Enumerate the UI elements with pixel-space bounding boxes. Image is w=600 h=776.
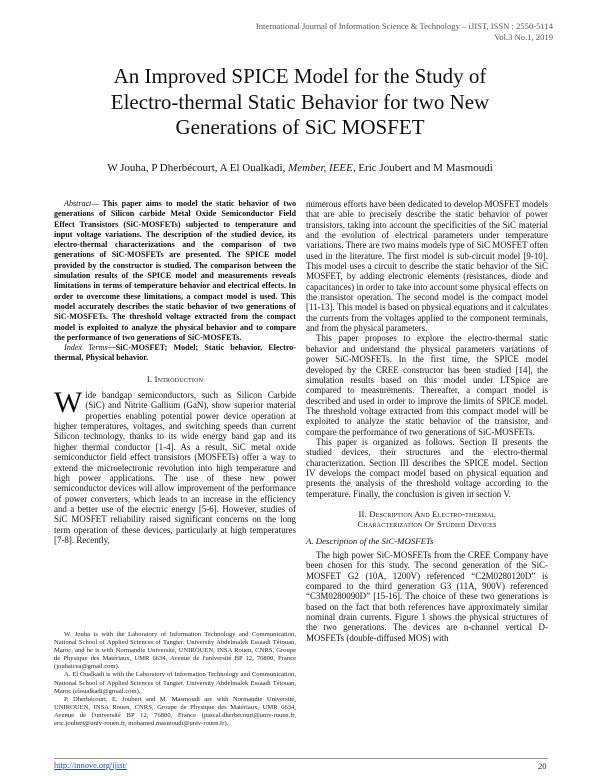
section-2-title-line-1: Description And Electro-thermal [369,508,496,519]
journal-url-link[interactable]: http://innove.org/ijist/ [54,761,128,770]
section-2-title-line-2: Characterization Of Studied Devices [357,519,497,530]
page-number: 20 [538,761,547,771]
running-header [213,21,553,42]
subsection-a-heading: A. Description of the SiC-MOSFETs [306,535,434,546]
authors-part-1: W Jouha, P Dherbécourt, A El Oualkadi, [107,162,289,174]
left-column [54,199,296,545]
index-terms-text: —SiC-MOSFET; Model; Static behavior, Electro-thermal, Physical behavior. [54,343,297,363]
drop-cap: W [54,386,83,420]
paper-title [60,64,540,141]
footer-divider [54,758,548,759]
authors-part-2: , Eric Joubert and M Masmoudi [352,162,493,174]
footnote-3: P. Dherbécourt, E. Joubert and M. Masmoudi are with Normandie Université, UNIROUEN, INSA Rouen, CNRS, Groupe de Physique des Matériaux, UMR 6634, Avenue de l'université BP 12, 76800, France (pascal.dherbecourt@univ-rouen.fr, eric.joubert@univ-rouen.fr, mohamed.masmoudi@univ-rouen.fr). [54,695,296,728]
author-footnotes [54,631,296,728]
right-paragraph-3: This paper is organized as follows. Section II presents the studied devices, their structures and the electro-thermal characterization. Section III describes the SPICE model. Section IV develops the compact model based on physical equation and presents the analysis of the threshold voltage according to the temperature. Finally, the conclusion is given in section V. [306,436,548,499]
section-2-paragraph-1: The high power SiC-MOSFETs from the CREE Company have been chosen for this study. The second generation of the SiC-MOSFET G2 (10A, 1200V) referenced “C2M0280120D” is compared to the third generation G3 (11A, 900V) referenced “C3M0280090D” [15-16]. The choice of these two generations is based on the fact that both references have approximately similar nominal drain currents. Figure 1 shows the physical structures of the two generations. The devices are n-channel vertical D-MOSFETs (double-diffused MOS) with [306,550,548,643]
right-paragraph-2: This paper proposes to explore the electro-thermal static behavior and understand the physical parameters variations of power SiC-MOSFETs. In the first time, the SPICE model developed by the CREE constructor has been studied [14], the simulation results based on this model under LTSpice are compared to measurements. Thereafter, a compact model is described and used in order to improve the limits of SPICE model. The threshold voltage extracted from this compact model will be exploited to analyze the static behavior of the transistor, and compare the performance of two generations of SiC-MOSFETs. [306,333,548,437]
intro-text: ide bandgap semiconductors, such as Silicon Carbide (SiC) and Nitrite Gallium (GaN), show superior material properties enabling potential power device operation at higher temperatures, voltages, and switching speeds than current Silicon technology, thanks to its wide energy band gap and its higher thermal conductor [1-4]. As a result, SiC metal oxide semiconductor field effect transistors (MOSFETs) offer a way to extend the microelectronic revolution into high temperature and high power applications. The use of these new power semiconductor devices will allow improvement of the performance of power converters, which leads to an increase in the efficiency and a better use of the electric energy [5-6]. However, studies of SiC MOSFET reliability raised significant concerns on the long term operation of these devices, particularly at high temperatures [7-8]. Recently, [54,390,296,545]
index-terms [54,343,296,364]
abstract-label: Abstract— [64,199,99,208]
journal-line: International Journal of Information Science & Technology – iJIST, ISSN : 2550-5114 [255,21,553,31]
section-1-heading [54,374,296,384]
section-2-numeral: II. [358,508,367,519]
right-paragraph-1: numerous efforts have been dedicated to develop MOSFET models that are able to precisely describe the static behavior of power transistors, taking into account the specificities of the SiC material and the evolution of electrical parameters under temperature variations. There are two mains models type of SiC MOSFET often used in the literature. The first model is sub-circuit model [9-10]. This model uses a circuit to describe the static behavior of the SiC MOSFET, by adding electronic elements (resistances, diode and capacitances) in order to take into account some physical effects on the transistor operation. The second model is the compact model [11-13]. This model is based on physical equations and it calculates the currents from the voltages applied to the component terminals, and from the physical parameters. [306,199,548,334]
footnote-1: W. Jouha is with the Laboratory of Information Technology and Communication, National School of Applied Sciences of Tangier. University Abdelmalek Essaadi Tétouan, Maroc, and he is with Normandie Université, UNIROUEN, INSA Rouen, CNRS, Groupe de Physique des Matériaux, UMR 6634, Avenue de l'université BP 12, 76800, France (jouhaicea@gmail.com). [54,631,296,671]
section-2-heading [306,509,548,530]
author-list [40,162,560,174]
footnote-2: A. El Oualkadi is with the Laboratory of Information Technology and Communication, National School of Applied Sciences of Tangier. University Abdelmalek Essaadi Tétouan, Maroc (eloualkadi@gmail.com). [54,671,296,695]
section-1-numeral: I. [146,373,153,384]
intro-paragraph [54,386,296,545]
right-column [306,199,548,643]
index-terms-label: Index Terms [64,343,108,353]
authors-membership: Member, IEEE [288,162,353,174]
title-line-2: Electro-thermal Static Behavior for two New [110,89,490,114]
title-line-3: Generations of SiC MOSFET [175,115,425,139]
abstract-text: This paper aims to model the static behavior of two generations of Silicon carbide Metal Oxide Semiconductor Field Effect Transistors (SiC-MOSFETs) subjected to temperature and input voltage variations. The description of the studied device, its electro-thermal characterizations and the comparison of two generations of SiC-MOSFETs are presented. The SPICE model provided by the constructor is studied. The comparison between the simulation results of the SPICE model and measurements reveals limitations in terms of temperature behavior and electrical effects. In order to overcome these limitations, a compact model is used. This model accurately describes the static behavior of two generations of SiC-MOSFETs. The threshold voltage extracted from the compact model is exploited to analyze the physical behavior and to compare the performance of two generations of SiC-MOSFETs. [54,199,296,342]
section-1-title: Introduction [154,373,204,384]
volume-line: Vol.3 No.1, 2019 [494,31,553,42]
abstract [54,199,296,343]
title-line-1: An Improved SPICE Model for the Study of [113,64,487,88]
